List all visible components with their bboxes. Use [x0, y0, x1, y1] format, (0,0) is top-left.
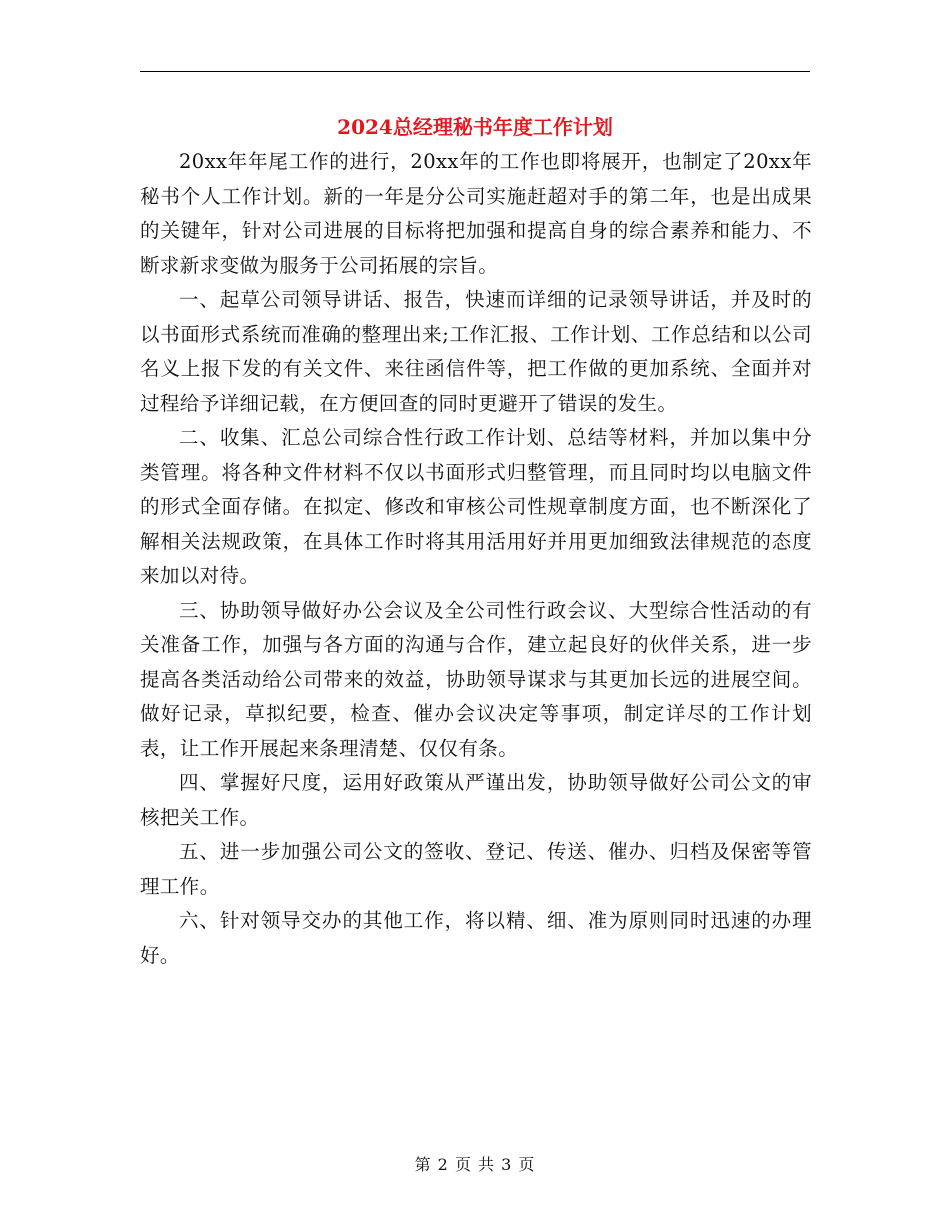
- paragraph-intro: 20xx年年尾工作的进行，20xx年的工作也即将展开，也制定了20xx年秘书个人工作计划。新的一年是分公司实施赶超对手的第二年，也是出成果的关键年，针对公司进展的目标将把加强和提高自身的综合素养和能力、不断求新求变做为服务于公司拓展的宗旨。: [140, 150, 812, 277]
- paragraph-item-3: 三、协助领导做好办公会议及全公司性行政会议、大型综合性活动的有关准备工作，加强与各方面的沟通与合作，建立起良好的伙伴关系，进一步提高各类活动给公司带来的效益，协助领导谋求与其更加长远的进展空间。做好记录，草拟纪要，检查、催办会议决定等事项，制定详尽的工作计划表，让工作开展起来条理清楚、仅仅有条。: [140, 598, 812, 760]
- document-title: 2024总经理秘书年度工作计划: [337, 115, 613, 139]
- paragraph-item-6: 六、针对领导交办的其他工作，将以精、细、准为原则同时迅速的办理好。: [140, 909, 812, 967]
- header-rule: [140, 71, 810, 72]
- document-body: [140, 145, 812, 973]
- paragraph-item-1: 一、起草公司领导讲话、报告，快速而详细的记录领导讲话，并及时的以书面形式系统而准确的整理出来;工作汇报、工作计划、工作总结和以公司名义上报下发的有关文件、来往函信件等，把工作做的更加系统、全面并对过程给予详细记载，在方便回查的同时更避开了错误的发生。: [140, 288, 812, 415]
- paragraph-item-2: 二、收集、汇总公司综合性行政工作计划、总结等材料，并加以集中分类管理。将各种文件材料不仅以书面形式归整管理，而且同时均以电脑文件的形式全面存储。在拟定、修改和审核公司性规章制度方面，也不断深化了解相关法规政策，在具体工作时将其用活用好并用更加细致法律规范的态度来加以对待。: [140, 426, 812, 587]
- page-number: 第 2 页 共 3 页: [414, 1155, 536, 1174]
- paragraph-item-5: 五、进一步加强公司公文的签收、登记、传送、催办、归档及保密等管理工作。: [140, 840, 812, 898]
- paragraph-item-4: 四、掌握好尺度，运用好政策从严谨出发，协助领导做好公司公文的审核把关工作。: [140, 771, 812, 829]
